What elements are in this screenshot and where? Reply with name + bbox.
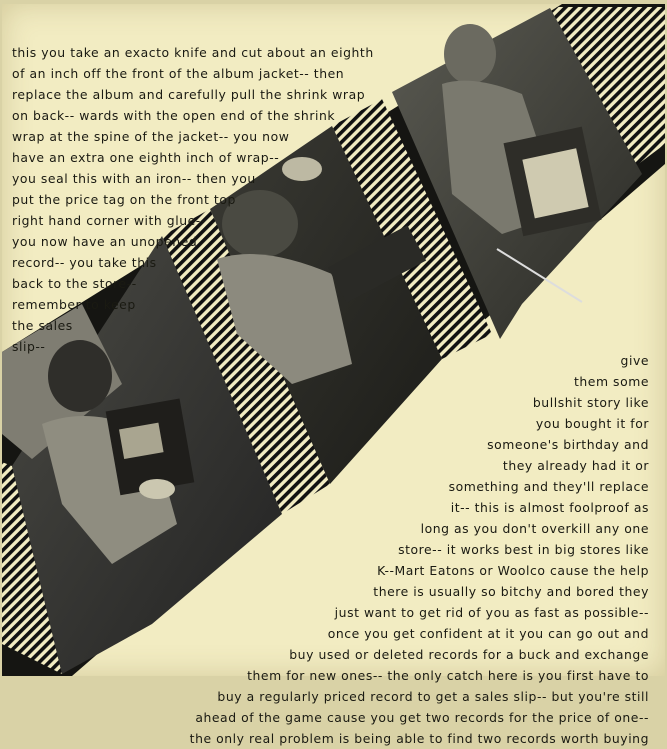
text-line: wrap at the spine of the jacket-- you now (12, 129, 290, 144)
lower-text-block (190, 350, 649, 749)
text-line: you bought it for (535, 416, 649, 431)
text-line: the only real problem is being able to find two records worth buying (189, 731, 649, 746)
text-line: just want to get rid of you as fast as possible-- (334, 605, 649, 620)
text-line: replace the album and carefully pull the shrink wrap (12, 87, 366, 102)
zine-page (2, 4, 665, 746)
text-line: someone's birthday and (487, 437, 649, 452)
text-line: have an extra one eighth inch of wrap-- (12, 150, 280, 165)
text-line: back to the store-- (12, 276, 137, 291)
text-line: bullshit story like (532, 395, 649, 410)
text-line: K--Mart Eatons or Woolco cause the help (377, 563, 649, 578)
text-line: there is usually so bitchy and bored they (373, 584, 649, 599)
upper-text-block (12, 42, 374, 357)
text-line: this you take an exacto knife and cut about an eighth (12, 45, 374, 60)
text-line: on back-- wards with the open end of the shrink (12, 108, 336, 123)
text-line: record-- you take this (12, 255, 157, 270)
text-line: buy used or deleted records for a buck and exchange (289, 647, 649, 662)
text-line: ahead of the game cause you get two records for the price of one-- (195, 710, 649, 725)
text-line: right hand corner with glue-- (12, 213, 206, 228)
text-line: give (620, 353, 649, 368)
text-line: they already had it or (502, 458, 649, 473)
text-line: of an inch off the front of the album jacket-- then (12, 66, 345, 81)
text-line: remember to keep (12, 297, 136, 312)
text-line: slip-- (12, 339, 46, 354)
text-line: them for new ones-- the only catch here is you first have to (247, 668, 649, 683)
text-line: them some (573, 374, 649, 389)
text-line: put the price tag on the front top (12, 192, 236, 207)
text-line: long as you don't overkill any one (420, 521, 649, 536)
text-line: store-- it works best in big stores like (398, 542, 649, 557)
text-line: something and they'll replace (448, 479, 649, 494)
text-line: you now have an unopened (12, 234, 198, 249)
text-line: you seal this with an iron-- then you (12, 171, 256, 186)
text-line: buy a regularly priced record to get a sales slip-- but you're still (217, 689, 649, 704)
text-line: once you get confident at it you can go out and (327, 626, 649, 641)
text-line: it-- this is almost foolproof as (450, 500, 649, 515)
text-line: the sales (12, 318, 73, 333)
